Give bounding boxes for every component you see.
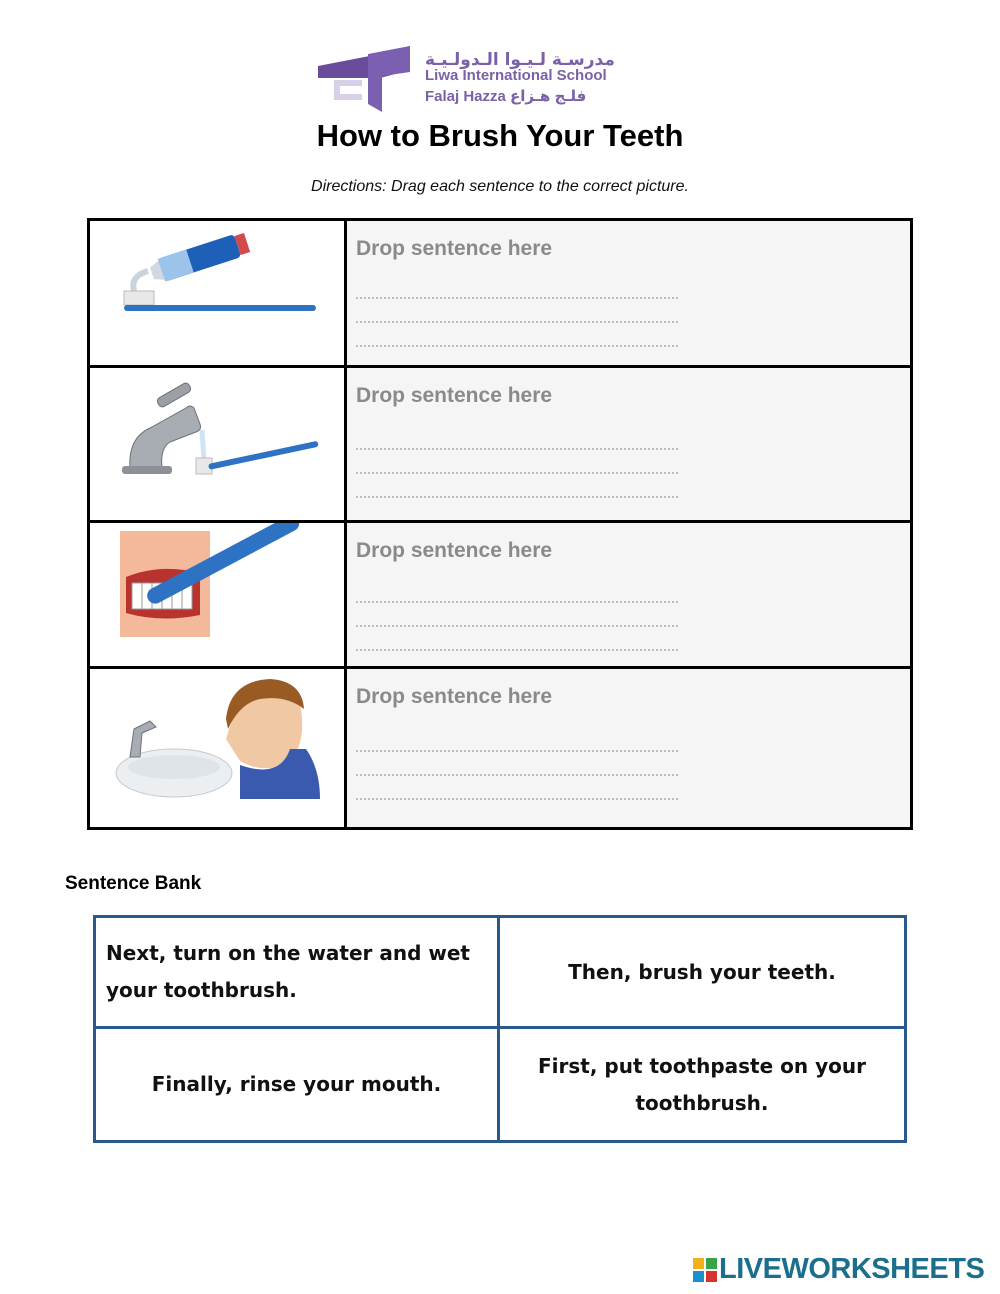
sentence-card[interactable]: Finally, rinse your mouth. (96, 1029, 500, 1140)
school-name: Liwa International School (425, 67, 607, 84)
answer-line (356, 649, 678, 651)
sentence-card[interactable]: Next, turn on the water and wet your toothbrush. (96, 918, 500, 1029)
drop-zone[interactable] (347, 368, 910, 520)
step-row (90, 221, 910, 368)
liveworksheets-badge-icon (693, 1258, 717, 1282)
drop-placeholder: Drop sentence here (356, 685, 553, 708)
answer-line (356, 345, 678, 347)
faucet-image (90, 368, 347, 520)
drop-placeholder: Drop sentence here (356, 384, 553, 407)
brushing-image (90, 523, 347, 666)
answer-line (356, 625, 678, 627)
toothpaste-on-toothbrush-icon (90, 221, 344, 365)
campus-name: Falaj Hazza فلـج هـزاع (425, 88, 587, 105)
answer-line (356, 798, 678, 800)
page-title: How to Brush Your Teeth (316, 118, 684, 153)
directions-text: Directions: Drag each sentence to the correct picture. (311, 178, 689, 195)
sentence-card[interactable]: First, put toothpaste on your toothbrush. (538, 1053, 866, 1115)
liveworksheets-logo (693, 1252, 993, 1286)
answer-line (356, 750, 678, 752)
answer-line (356, 321, 678, 323)
faucet-wetting-toothbrush-icon (90, 368, 344, 520)
answer-line (356, 774, 678, 776)
step-row (90, 523, 910, 669)
drop-zone[interactable] (347, 669, 910, 827)
liveworksheets-brand: LIVEWORKSHEETS (719, 1253, 985, 1285)
answer-line (356, 297, 678, 299)
school-logo (318, 44, 688, 116)
activity-table (87, 218, 913, 830)
boy-rinsing-mouth-at-sink-icon (90, 669, 344, 827)
toothpaste-image (90, 221, 347, 365)
sentence-bank-title: Sentence Bank (65, 873, 202, 894)
sentence-card[interactable]: Then, brush your teeth. (500, 918, 904, 1029)
drop-placeholder: Drop sentence here (356, 237, 553, 260)
drop-zone[interactable] (347, 523, 910, 666)
school-logo-icon (318, 44, 418, 116)
answer-line (356, 472, 678, 474)
sentence-bank (93, 915, 907, 1143)
answer-line (356, 601, 678, 603)
school-name-arabic: مدرسـة لـيـوا الـدولـيـة (425, 50, 615, 70)
drop-zone[interactable] (347, 221, 910, 365)
step-row (90, 669, 910, 827)
step-row (90, 368, 910, 523)
drop-placeholder: Drop sentence here (356, 539, 553, 562)
brushing-teeth-icon (90, 523, 344, 666)
rinsing-image (90, 669, 347, 827)
answer-line (356, 448, 678, 450)
answer-line (356, 496, 678, 498)
